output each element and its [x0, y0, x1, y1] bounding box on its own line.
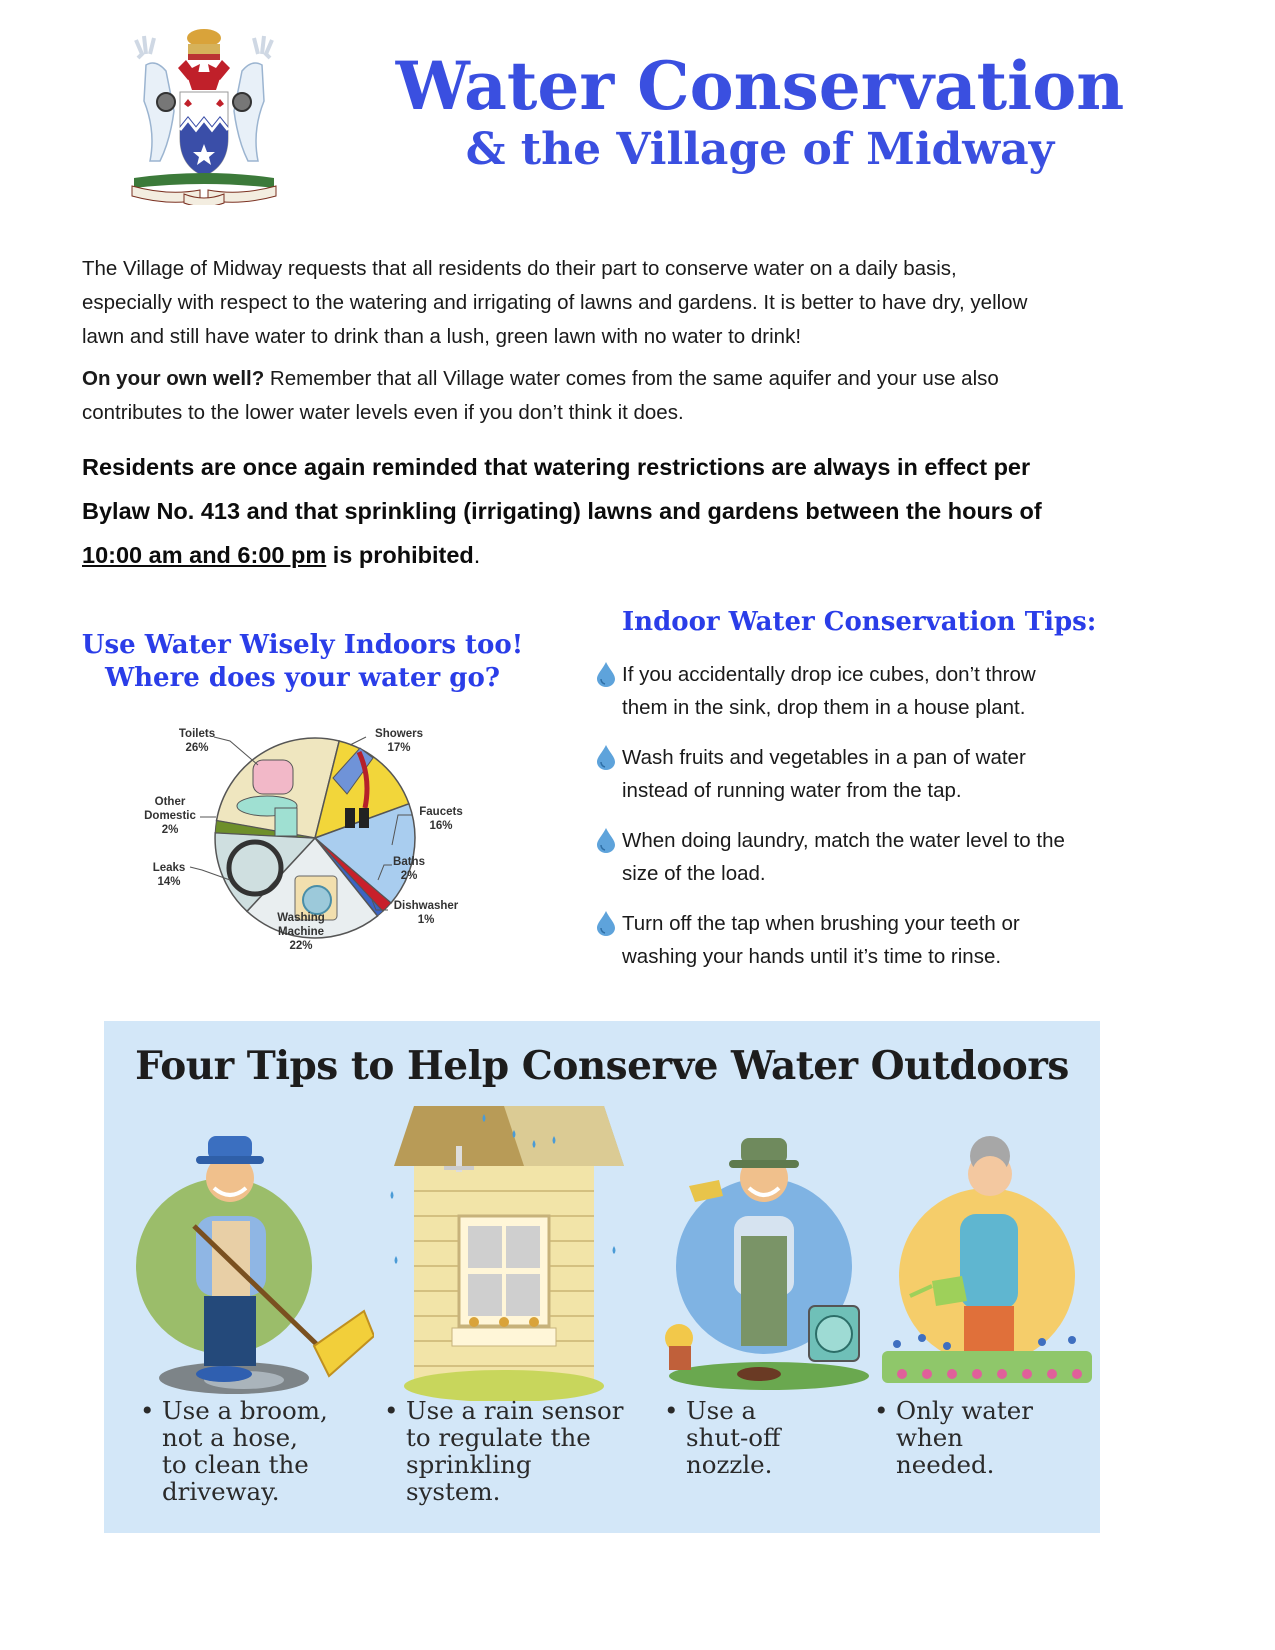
well-line: contributes to the lower water levels even if you don’t think it does. — [82, 401, 684, 424]
man-sweeping-icon — [134, 1106, 374, 1401]
pie-label-faucets: Faucets 16% — [419, 806, 463, 832]
indoor-tip-item: Turn off the tap when brushing your teeth or washing your hands until it’s time to rinse. — [595, 907, 1125, 973]
restriction-end: is prohibited — [326, 542, 474, 568]
pie-label-washing-machine: Washing Machine 22% — [277, 912, 325, 952]
village-crest-logo — [128, 20, 280, 205]
coat-of-arms-icon — [128, 20, 280, 205]
well-line: Remember that all Village water comes from the same aquifer and your use also — [264, 367, 999, 390]
restriction-line: Bylaw No. 413 and that sprinkling (irrigating) lawns and gardens between the hours of — [82, 498, 1042, 524]
gardener-nozzle-icon — [649, 1106, 889, 1401]
intro-line: The Village of Midway requests that all residents do their part to conserve water on a daily basis, — [82, 257, 957, 280]
outdoor-tip-rain-sensor: • Use a rain sensor to regulate the sprinkling system. — [384, 1396, 624, 1506]
indoor-tips-heading: Indoor Water Conservation Tips: — [622, 607, 1097, 637]
outdoor-tip-broom: • Use a broom, not a hose, to clean the driveway. — [140, 1396, 328, 1506]
well-paragraph — [82, 362, 1172, 430]
restricted-hours: 10:00 am and 6:00 pm — [82, 542, 327, 568]
indoor-tip-item: Wash fruits and vegetables in a pan of water instead of running water from the tap. — [595, 741, 1125, 807]
pie-label-dishwasher: Dishwasher 1% — [393, 900, 459, 926]
indoor-tip-item: When doing laundry, match the water level to the size of the load. — [595, 824, 1125, 890]
well-lead: On your own well? — [82, 367, 265, 390]
pie-label-showers: Showers 17% — [375, 728, 423, 754]
outdoor-tips-panel — [104, 1021, 1100, 1533]
house-rain-sensor-icon — [384, 1106, 624, 1401]
water-drop-icon — [595, 910, 617, 936]
restriction-notice — [82, 445, 1162, 577]
indoor-tip-item: If you accidentally drop ice cubes, don’t throw them in the sink, drop them in a house plant. — [595, 658, 1125, 724]
page-title: Water Conservation — [395, 47, 1125, 125]
outdoor-tip-nozzle: • Use a shut-off nozzle. — [664, 1396, 781, 1479]
intro-paragraph — [82, 252, 1172, 354]
pie-label-leaks: Leaks 14% — [152, 862, 186, 888]
pie-label-baths: Baths 2% — [393, 856, 425, 882]
water-drop-icon — [595, 827, 617, 853]
intro-line: especially with respect to the watering and irrigating of lawns and gardens. It is better to have dry, yellow — [82, 291, 1028, 314]
page-subtitle: & the Village of Midway — [465, 124, 1055, 175]
restriction-period: . — [473, 542, 481, 568]
water-usage-pie-chart — [130, 715, 480, 975]
indoor-usage-heading: Use Water Wisely Indoors too! — [81, 630, 524, 660]
outdoor-tips-title: Four Tips to Help Conserve Water Outdoors — [135, 1043, 1069, 1089]
pie-label-other-domestic: Other Domestic 2% — [144, 796, 196, 836]
restriction-line: Residents are once again reminded that watering restrictions are always in effect per — [82, 454, 1031, 480]
pie-label-toilets: Toilets 26% — [178, 728, 216, 754]
water-drop-icon — [595, 744, 617, 770]
outdoor-tip-water-when-needed: • Only water when needed. — [874, 1396, 1033, 1479]
woman-watering-can-icon — [872, 1106, 1112, 1401]
indoor-usage-subheading: Where does your water go? — [104, 663, 501, 693]
water-drop-icon — [595, 661, 617, 687]
intro-line: lawn and still have water to drink than a lush, green lawn with no water to drink! — [82, 325, 802, 348]
